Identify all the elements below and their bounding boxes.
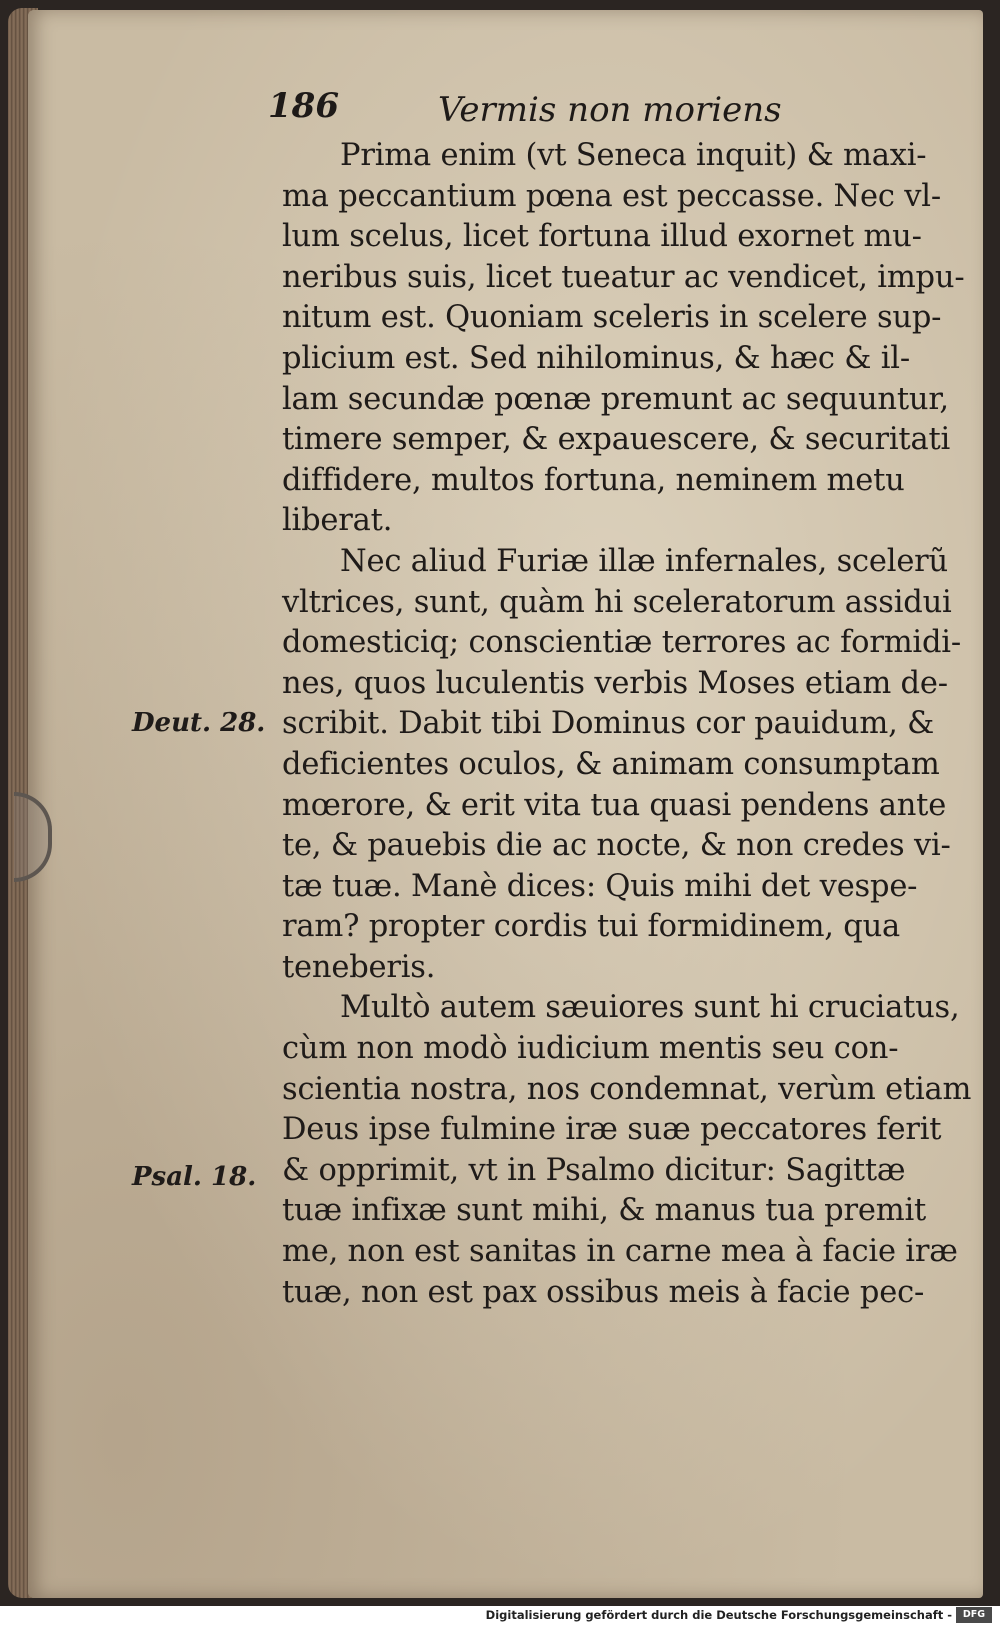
text-line: te, & pauebis die ac nocte, & non credes vi- (282, 828, 951, 864)
page-header (268, 86, 828, 136)
funding-notice: Digitalisierung gefördert durch die Deutsche Forschungsgemeinschaft - (485, 1608, 952, 1622)
text-line: lum scelus, licet fortuna illud exornet mu- (282, 219, 922, 255)
text-line: me, non est sanitas in carne mea à facie iræ (282, 1234, 958, 1270)
text-line: & opprimit, vt in Psalmo dicitur: Sagittæ (282, 1152, 906, 1188)
text-line: tæ tuæ. Manè dices: Quis mihi det vespe- (282, 868, 918, 904)
text-line: teneberis. (282, 949, 436, 985)
running-title: Vermis non moriens (438, 90, 782, 130)
text-line: ram? propter cordis tui formidinem, qua (282, 909, 901, 945)
text-line: plicium est. Sed nihilominus, & hæc & il- (282, 340, 910, 376)
text-line: neribus suis, licet tueatur ac vendicet, impu- (282, 259, 965, 295)
text-line: vltrices, sunt, quàm hi sceleratorum assidui (282, 584, 952, 620)
text-line: Prima enim (vt Seneca inquit) & maxi- (340, 138, 927, 173)
margin-note-psal: Psal. 18. (132, 1162, 257, 1192)
text-line: diffidere, multos fortuna, neminem metu (282, 462, 905, 498)
text-line: domesticiq; conscientiæ terrores ac formidi- (282, 625, 961, 661)
text-line: deficientes oculos, & animam consumptam (282, 746, 940, 782)
text-line: timere semper, & expauescere, & securitati (282, 422, 951, 458)
text-line: Deus ipse fulmine iræ suæ peccatores ferit (282, 1112, 942, 1148)
margin-note-deut: Deut. 28. (132, 708, 266, 738)
text-line: cùm non modò iudicium mentis seu con- (282, 1031, 899, 1067)
body-text (282, 136, 972, 1313)
text-line: liberat. (282, 503, 393, 539)
text-line: Nec aliud Furiæ illæ infernales, scelerũ (340, 543, 949, 579)
text-line: lam secundæ pœnæ premunt ac sequuntur, (282, 381, 949, 417)
text-line: tuæ, non est pax ossibus meis à facie pec- (282, 1274, 925, 1310)
text-line: ma peccantium pœna est peccasse. Nec vl- (282, 178, 941, 214)
text-line: scientia nostra, nos condemnat, verùm etiam (282, 1071, 972, 1107)
text-line: nitum est. Quoniam sceleris in scelere sup- (282, 300, 942, 336)
digitization-footer (0, 1606, 1000, 1626)
text-line: nes, quos luculentis verbis Moses etiam de- (282, 665, 948, 701)
text-line: Multò autem sæuiores sunt hi cruciatus, (340, 990, 960, 1026)
text-line: mœrore, & erit vita tua quasi pendens ante (282, 787, 947, 823)
text-line: tuæ infixæ sunt mihi, & manus tua premit (282, 1193, 927, 1229)
text-line: scribit. Dabit tibi Dominus cor pauidum, & (282, 706, 935, 742)
dfg-logo: DFG (956, 1607, 992, 1623)
page-number: 186 (268, 86, 339, 126)
